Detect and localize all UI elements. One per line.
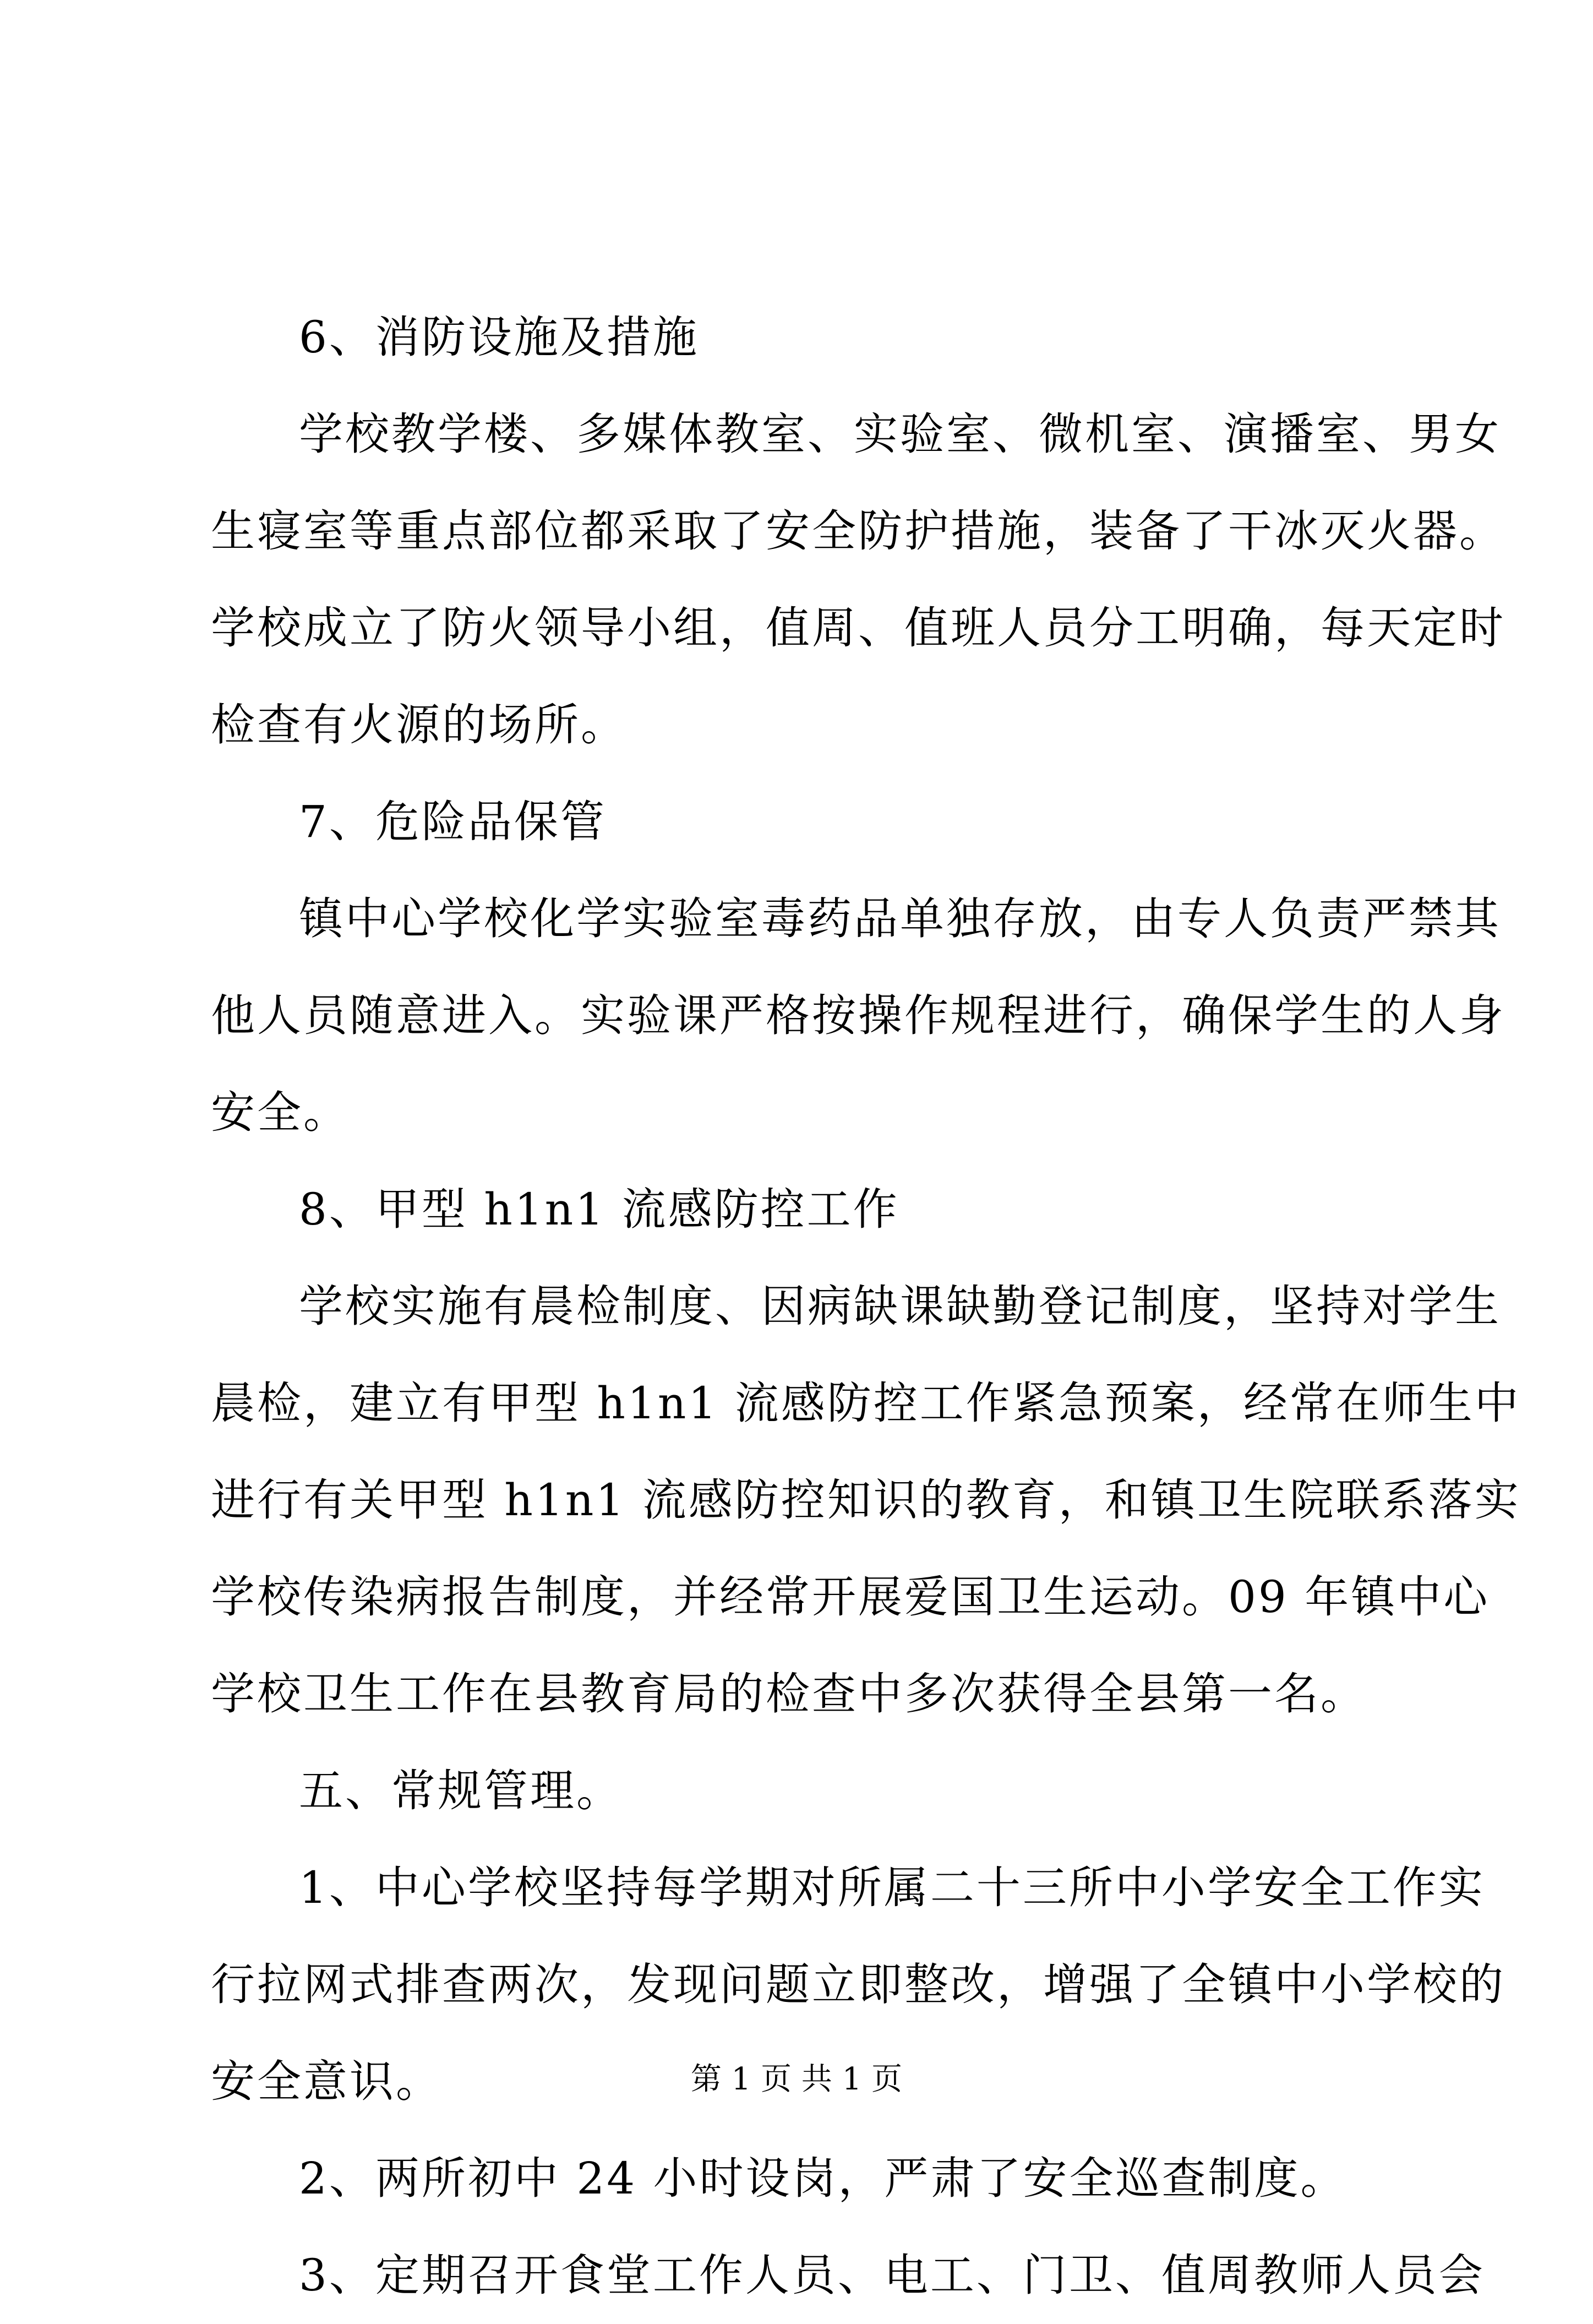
text-line: 学校成立了防火领导小组，值周、值班人员分工明确，每天定时 [211, 602, 1505, 654]
text-line: 学校教学楼、多媒体教室、实验室、微机室、演播室、男女 [299, 409, 1501, 460]
text-line: 他人员随意进入。实验课严格按操作规程进行，确保学生的人身 [211, 990, 1505, 1041]
text-line: 2、两所初中 24 小时设岗，严肃了安全巡查制度。 [299, 2153, 1347, 2204]
text-line: 五、常规管理。 [299, 1765, 623, 1816]
text-line: 安全意识。 [211, 2056, 442, 2107]
page-footer: 第 1 页 共 1 页 [690, 2061, 903, 2097]
text-line: 生寝室等重点部位都采取了安全防护措施，装备了干冰灭火器。 [211, 505, 1505, 557]
document-body [211, 289, 1521, 2324]
text-line: 镇中心学校化学实验室毒药品单独存放，由专人负责严禁其 [299, 893, 1501, 944]
text-line: 1、中心学校坚持每学期对所属二十三所中小学安全工作实 [299, 1862, 1485, 1913]
text-line: 8、甲型 h1n1 流感防控工作 [299, 1184, 899, 1235]
text-line: 进行有关甲型 h1n1 流感防控知识的教育，和镇卫生院联系落实 [211, 1474, 1521, 1526]
text-line: 学校卫生工作在县教育局的检查中多次获得全县第一名。 [211, 1668, 1367, 1719]
text-line: 安全。 [211, 1087, 350, 1138]
text-line: 学校传染病报告制度，并经常开展爱国卫生运动。09 年镇中心 [211, 1571, 1490, 1623]
text-line: 检查有火源的场所。 [211, 699, 627, 750]
text-line: 7、危险品保管 [299, 796, 607, 847]
text-line: 学校实施有晨检制度、因病缺课缺勤登记制度，坚持对学生 [299, 1281, 1501, 1332]
text-line: 6、消防设施及措施 [299, 312, 699, 363]
text-line: 晨检，建立有甲型 h1n1 流感防控工作紧急预案，经常在师生中 [211, 1378, 1521, 1429]
text-line: 3、定期召开食堂工作人员、电工、门卫、值周教师人员会 [299, 2250, 1485, 2301]
text-line: 行拉网式排查两次，发现问题立即整改，增强了全镇中小学校的 [211, 1959, 1505, 2010]
